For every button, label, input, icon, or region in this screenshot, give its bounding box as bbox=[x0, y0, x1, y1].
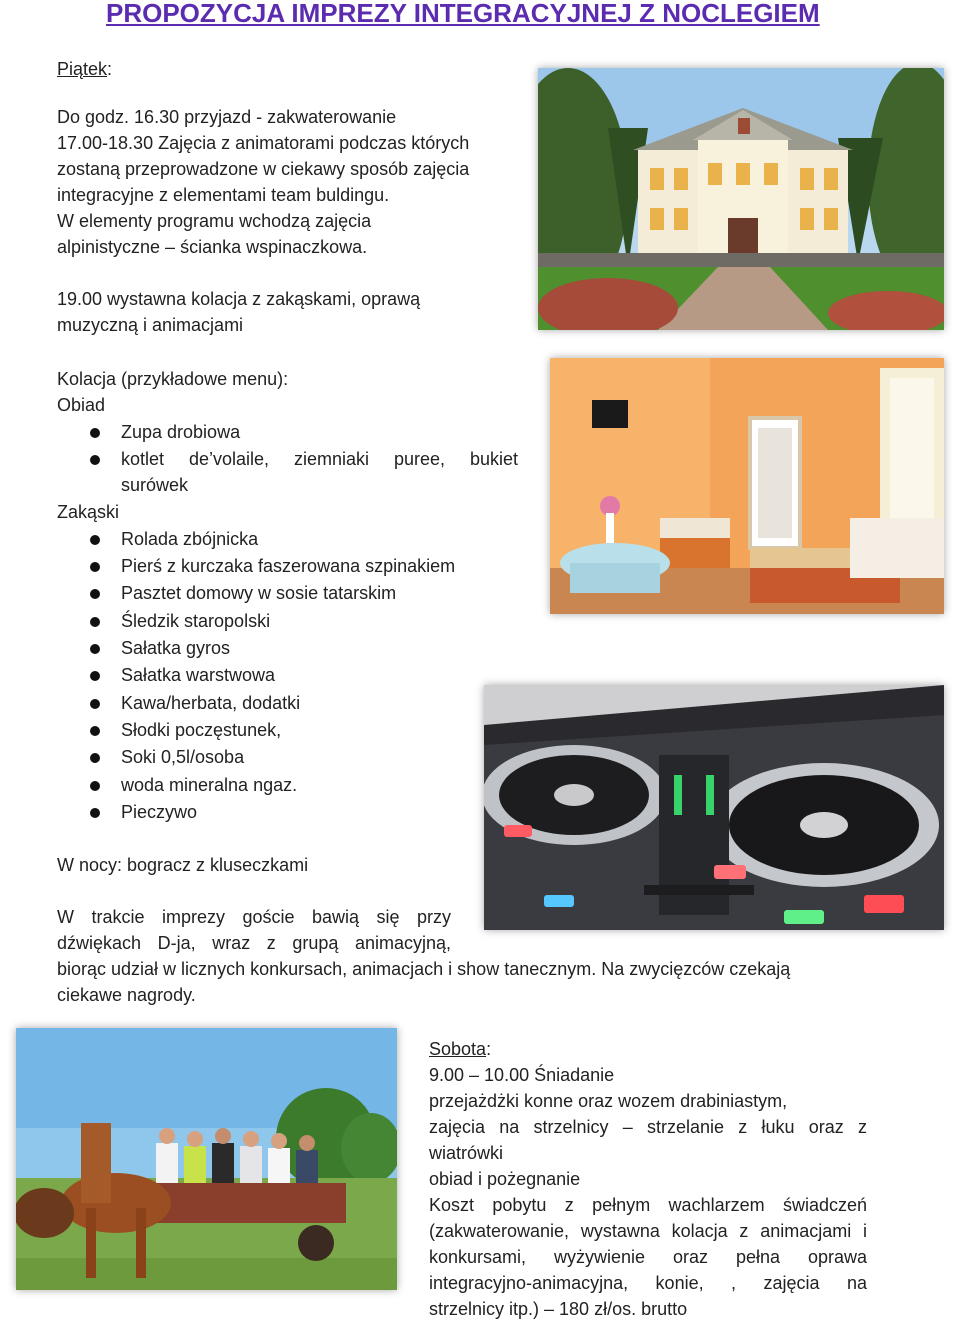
menu-item: Rolada zbójnicka bbox=[121, 529, 259, 549]
bullet bbox=[90, 808, 100, 818]
manor-house-photo bbox=[538, 68, 944, 330]
bullet bbox=[90, 699, 100, 709]
bullet bbox=[90, 455, 100, 465]
dj-console-photo bbox=[484, 685, 944, 930]
menu-item: Pieczywo bbox=[121, 802, 198, 822]
menu-item: Kawa/herbata, dodatki bbox=[121, 693, 301, 713]
bullet bbox=[90, 753, 100, 763]
bullet bbox=[90, 535, 100, 545]
menu-item: kotlet de’volaile, ziemniaki puree, bukiet bbox=[121, 449, 518, 469]
dinner-line: 19.00 wystawna kolacja z zakąskami, oprawą bbox=[57, 289, 421, 309]
friday-line: zostaną przeprowadzone w ciekawy sposób zajęcia bbox=[57, 159, 470, 179]
saturday-line: 9.00 – 10.00 Śniadanie bbox=[429, 1065, 615, 1085]
saturday-heading: Sobota: bbox=[429, 1039, 492, 1059]
party-line: W trakcie imprezy goście bawią się przy bbox=[57, 907, 451, 927]
party-line: ciekawe nagrody. bbox=[57, 985, 196, 1005]
dinner-line: muzyczną i animacjami bbox=[57, 315, 244, 335]
party-line: dźwiękach D-ja, wraz z grupą animacyjną, bbox=[57, 933, 451, 953]
menu-item: Sałatka warstwowa bbox=[121, 665, 276, 685]
friday-line: Do godz. 16.30 przyjazd - zakwaterowanie bbox=[57, 107, 397, 127]
menu-item: Sałatka gyros bbox=[121, 638, 231, 658]
bullet bbox=[90, 644, 100, 654]
saturday-line: obiad i pożegnanie bbox=[429, 1169, 581, 1189]
menu-item: Pasztet domowy w sosie tatarskim bbox=[121, 583, 397, 603]
party-line: biorąc udział w licznych konkursach, animacjach i show tanecznym. Na zwycięzców czekają bbox=[57, 959, 791, 979]
bullet bbox=[90, 589, 100, 599]
friday-line: 17.00-18.30 Zajęcia z animatorami podczas których bbox=[57, 133, 470, 153]
bullet bbox=[90, 781, 100, 791]
bullet bbox=[90, 671, 100, 681]
saturday-line: (zakwaterowanie, wystawna kolacja z animacjami i bbox=[429, 1221, 867, 1241]
friday-line: integracyjne z elementami team buldingu. bbox=[57, 185, 390, 205]
menu-item: woda mineralna ngaz. bbox=[121, 775, 298, 795]
saturday-line: zajęcia na strzelnicy – strzelanie z łuku oraz z bbox=[429, 1117, 867, 1137]
menu-item: Soki 0,5l/osoba bbox=[121, 747, 245, 767]
menu-item: Śledzik staropolski bbox=[121, 611, 271, 631]
bullet bbox=[90, 562, 100, 572]
saturday-line: przejażdżki konne oraz wozem drabiniastym, bbox=[429, 1091, 788, 1111]
menu-item: Pierś z kurczaka faszerowana szpinakiem bbox=[121, 556, 456, 576]
saturday-line: Koszt pobytu z pełnym wachlarzem świadczeń bbox=[429, 1195, 867, 1215]
zakaski-heading: Zakąski bbox=[57, 502, 120, 522]
saturday-line: strzelnicy itp.) – 180 zł/os. brutto bbox=[429, 1299, 688, 1319]
menu-heading: Kolacja (przykładowe menu): bbox=[57, 369, 289, 389]
menu-item-cont: surówek bbox=[121, 475, 189, 495]
bullet bbox=[90, 726, 100, 736]
horse-cart-photo bbox=[16, 1028, 397, 1290]
night-snack: W nocy: bogracz z kluseczkami bbox=[57, 855, 309, 875]
friday-line: W elementy programu wchodzą zajęcia bbox=[57, 211, 372, 231]
bullet bbox=[90, 617, 100, 627]
bullet bbox=[90, 428, 100, 438]
friday-line: alpinistyczne – ścianka wspinaczkowa. bbox=[57, 237, 368, 257]
saturday-line: integracyjno-animacyjna, konie, , zajęcia na bbox=[429, 1273, 867, 1293]
menu-item: Zupa drobiowa bbox=[121, 422, 241, 442]
saturday-line: wiatrówki bbox=[429, 1143, 504, 1163]
menu-item: Słodki poczęstunek, bbox=[121, 720, 282, 740]
guest-room-photo bbox=[550, 358, 944, 614]
friday-heading: Piątek: bbox=[57, 59, 113, 79]
obiad-heading: Obiad bbox=[57, 395, 106, 415]
page-title: PROPOZYCJA IMPREZY INTEGRACYJNEJ Z NOCLEGIEM bbox=[106, 0, 820, 28]
saturday-line: konkursami, wyżywienie oraz pełna oprawa bbox=[429, 1247, 867, 1267]
